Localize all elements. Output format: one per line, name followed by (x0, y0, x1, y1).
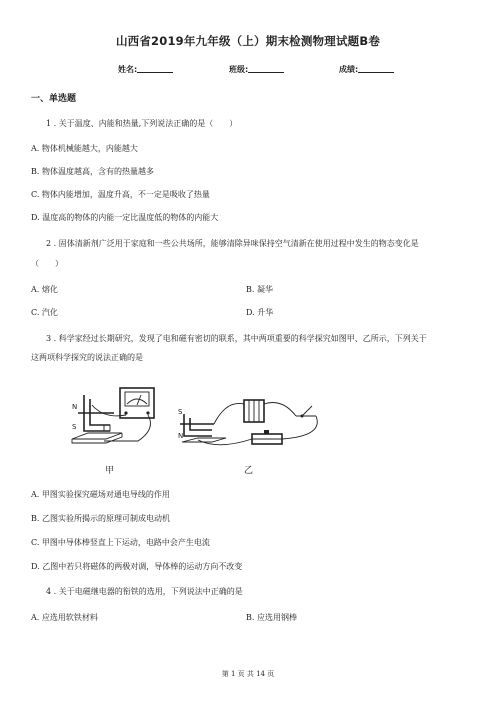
figure-yi-mark-n: N (178, 432, 184, 440)
question-2-stem: 2 . 固体清新剂广泛用于家庭和一些公共场所，能够清除异味保持空气清新在使用过程中发生的物态变化是 (46, 239, 419, 248)
score-field[interactable] (339, 63, 394, 75)
q2-option-a[interactable]: A. 熔化 (31, 285, 58, 294)
q3-option-a[interactable]: A. 甲图实验探究磁场对通电导线的作用 (31, 490, 170, 499)
name-blank[interactable] (137, 63, 173, 73)
q1-option-a[interactable]: A. 物体机械能越大，内能越大 (31, 144, 138, 153)
q2-option-d[interactable]: D. 升华 (246, 308, 274, 317)
figure-jia (64, 385, 174, 455)
q3-option-c[interactable]: C. 甲图中导体棒竖直上下运动，电路中会产生电流 (31, 538, 210, 547)
question-1-stem: 1 . 关于温度、内能和热量,下列说法正确的是（ ） (46, 119, 238, 128)
question-3-stem: 3 . 科学家经过长期研究，发现了电和磁有密切的联系，其中两项重要的科学探究如图甲、乙所示，下列关于 (46, 334, 427, 343)
q4-option-a[interactable]: A. 应选用软铁材料 (31, 613, 98, 622)
question-3-stem-cont: 这两项科学探究的说法正确的是 (31, 353, 143, 362)
score-blank[interactable] (358, 63, 394, 73)
name-field[interactable] (118, 63, 173, 75)
page-title: 山西省2019年九年级（上）期末检测物理试题B卷 (115, 34, 381, 48)
question-2-stem-cont: （ ） (31, 259, 63, 268)
figure-yi (178, 392, 328, 454)
q2-option-c[interactable]: C. 汽化 (31, 308, 58, 317)
figure-jia-mark-n: N (72, 403, 78, 411)
section-title: 一、单选题 (31, 94, 77, 104)
q3-option-b[interactable]: B. 乙图实验所揭示的原理可制成电动机 (31, 514, 170, 523)
figure-label-jia: 甲 (105, 466, 115, 476)
q4-option-b[interactable]: B. 应选用钢棒 (246, 613, 297, 622)
figure-jia-mark-s: S (72, 423, 77, 431)
class-blank[interactable] (248, 63, 284, 73)
q1-option-b[interactable]: B. 物体温度越高，含有的热量越多 (31, 167, 154, 176)
figure-yi-mark-s: S (178, 408, 183, 416)
q3-option-d[interactable]: D. 乙图中若只将磁体的两极对调，导体棒的运动方向不改变 (31, 562, 243, 571)
q1-option-c[interactable]: C. 物体内能增加，温度升高，不一定是吸收了热量 (31, 190, 210, 199)
q1-option-d[interactable]: D. 温度高的物体的内能一定比温度低的物体的内能大 (31, 213, 219, 222)
student-info-row (0, 63, 496, 77)
score-label: 成绩: (339, 65, 359, 74)
page-footer: 第 1 页 共 14 页 (221, 670, 275, 678)
q2-option-b[interactable]: B. 凝华 (246, 285, 273, 294)
question-4-stem: 4 . 关于电磁继电器的衔铁的选用，下列说法中正确的是 (46, 587, 243, 596)
class-field[interactable] (229, 63, 284, 75)
class-label: 班级: (229, 65, 249, 74)
figure-label-yi: 乙 (244, 466, 254, 476)
name-label: 姓名: (118, 65, 138, 74)
